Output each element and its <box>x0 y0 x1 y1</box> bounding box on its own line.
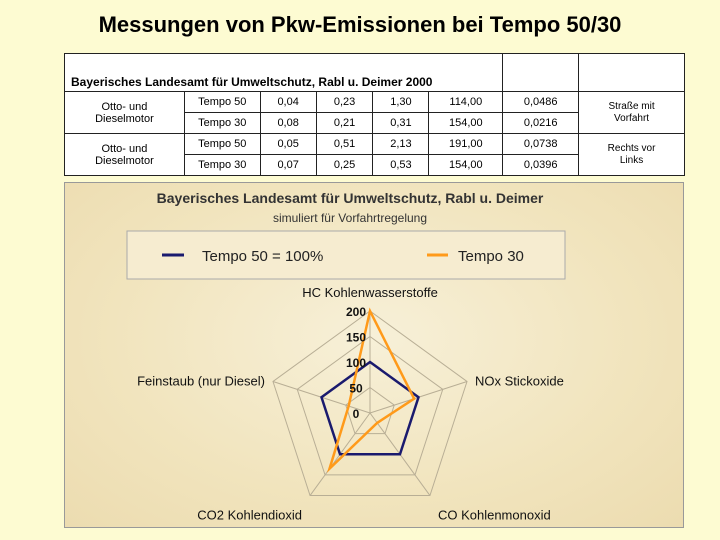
road-type-cell <box>579 92 685 134</box>
value-cell: 1,30 <box>373 92 429 113</box>
road-type-line: Links <box>619 154 644 166</box>
radar-labels <box>137 285 564 523</box>
speed-cell: Tempo 50 <box>184 92 260 113</box>
value-cell: 0,21 <box>316 113 373 134</box>
engine-type-line: Otto- und <box>101 142 148 155</box>
legend-label-tempo30: Tempo 30 <box>458 248 524 265</box>
value-cell: 0,08 <box>260 113 316 134</box>
road-type-line: Straße mit <box>608 100 655 112</box>
radar-chart-panel <box>64 182 684 528</box>
engine-type-line: Otto- und <box>101 100 148 113</box>
value-cell: 2,13 <box>373 134 429 155</box>
radar-chart <box>65 183 685 529</box>
slide-title: Messungen von Pkw-Emissionen bei Tempo 50/30 <box>98 12 622 37</box>
value-cell: 0,0216 <box>503 113 579 134</box>
value-cell: 0,53 <box>373 155 429 176</box>
axis-label: Feinstaub (nur Diesel) <box>137 373 265 389</box>
chart-subtitle: simuliert für Vorfahrtregelung <box>272 211 428 225</box>
value-cell: 154,00 <box>429 113 503 134</box>
value-cell: 0,07 <box>260 155 316 176</box>
value-cell: 114,00 <box>429 92 503 113</box>
value-cell: 0,25 <box>316 155 373 176</box>
road-type-line: Rechts vor <box>607 142 656 154</box>
value-cell: 154,00 <box>429 155 503 176</box>
engine-type-cell <box>65 92 185 134</box>
speed-cell: Tempo 30 <box>184 155 260 176</box>
axis-label: CO2 Kohlendioxid <box>197 507 303 523</box>
speed-cell: Tempo 50 <box>184 134 260 155</box>
speed-cell: Tempo 30 <box>184 113 260 134</box>
header-empty-cell <box>579 54 685 92</box>
tick-label: 50 <box>349 381 363 396</box>
value-cell: 0,0486 <box>503 92 579 113</box>
table-header-row <box>65 54 685 92</box>
chart-title: Bayerisches Landesamt für Umweltschutz, Rabl u. Deimer <box>156 190 544 206</box>
value-cell: 0,0738 <box>503 134 579 155</box>
tick-label: 200 <box>345 305 367 319</box>
value-cell: 0,0396 <box>503 155 579 176</box>
tick-label: 100 <box>345 356 367 370</box>
engine-type-line: Dieselmotor <box>95 154 154 167</box>
engine-type-cell <box>65 134 185 176</box>
table-row <box>65 134 685 155</box>
engine-type-line: Dieselmotor <box>95 112 154 125</box>
header-empty-cell <box>503 54 579 92</box>
tick-label: 150 <box>345 330 367 345</box>
value-cell: 0,23 <box>316 92 373 113</box>
radar-grid <box>273 311 467 496</box>
axis-label: CO Kohlenmonoxid <box>437 507 551 523</box>
value-cell: 0,31 <box>373 113 429 134</box>
emissions-table <box>64 53 685 176</box>
road-type-line: Vorfahrt <box>614 112 650 124</box>
axis-label: NOx Stickoxide <box>475 373 564 389</box>
value-cell: 0,51 <box>316 134 373 155</box>
value-cell: 191,00 <box>429 134 503 155</box>
table-row <box>65 92 685 113</box>
axis-label: HC Kohlenwasserstoffe <box>302 285 438 300</box>
road-type-cell <box>579 134 685 176</box>
table-header: Bayerisches Landesamt für Umweltschutz, Rabl u. Deimer 2000 <box>65 54 503 92</box>
tick-label: 0 <box>352 407 360 421</box>
series-line <box>330 311 415 469</box>
legend-label-tempo50: Tempo 50 = 100% <box>202 248 324 265</box>
value-cell: 0,05 <box>260 134 316 155</box>
value-cell: 0,04 <box>260 92 316 113</box>
